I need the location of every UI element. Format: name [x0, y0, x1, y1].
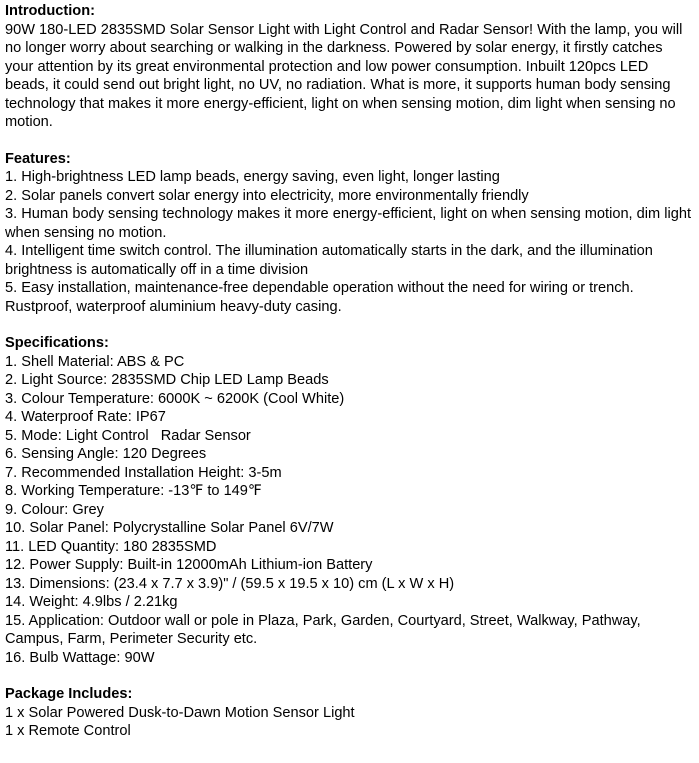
specifications-heading: Specifications:: [5, 335, 109, 351]
package-item: 1 x Remote Control: [5, 723, 131, 739]
spec-item: 4. Waterproof Rate: IP67: [5, 409, 166, 425]
spec-item: 5. Mode: Light Control Radar Sensor: [5, 427, 251, 444]
features-heading: Features:: [5, 150, 71, 167]
spec-item: 6. Sensing Angle: 120 Degrees: [5, 446, 207, 462]
package-item: 1 x Solar Powered Dusk-to-Dawn Motion Sensor Light: [5, 704, 355, 721]
spec-item: 3. Colour Temperature: 6000K ~ 6200K (Cool White): [5, 390, 345, 407]
spec-item: 15. Application: Outdoor wall or pole in Plaza, Park, Garden, Courtyard, Street, Walkway, Pathway, Campus, Farm, Perimeter Security etc.: [5, 612, 641, 647]
spec-item: 9. Colour: Grey: [5, 501, 104, 518]
introduction-text: 90W 180-LED 2835SMD Solar Sensor Light with Light Control and Radar Sensor! With the lamp, you will no longer worry about searching or walking in the darkness. Powered by solar energy, it firstly catches your attention by its great environmental protection and low power consumption. Inbuilt 120pcs LED beads, it could send out bright light, no UV, no radiation. What is more, it supports human body sensing technology that makes it more energy-efficient, light on when sensing motion, dim light when sensing no motion.: [5, 21, 683, 130]
spec-item: 11. LED Quantity: 180 2835SMD: [5, 538, 217, 555]
introduction-section: [5, 2, 695, 132]
spec-item: 7. Recommended Installation Height: 3-5m: [5, 464, 282, 481]
package-section: [5, 685, 695, 741]
specifications-section: [5, 334, 695, 667]
package-heading: Package Includes:: [5, 686, 133, 702]
feature-item: 5. Easy installation, maintenance-free dependable operation without the need for wiring or trench. Rustproof, waterproof aluminium heavy-duty casing.: [5, 280, 634, 315]
spec-item: 10. Solar Panel: Polycrystalline Solar Panel 6V/7W: [5, 520, 334, 536]
spec-item: 2. Light Source: 2835SMD Chip LED Lamp Beads: [5, 372, 329, 388]
feature-item: 2. Solar panels convert solar energy into electricity, more environmentally friendly: [5, 187, 529, 204]
spec-item: 13. Dimensions: (23.4 x 7.7 x 3.9)" / (59.5 x 19.5 x 10) cm (L x W x H): [5, 575, 455, 592]
features-section: [5, 150, 695, 317]
spec-item: 12. Power Supply: Built-in 12000mAh Lithium-ion Battery: [5, 557, 373, 573]
feature-item: 4. Intelligent time switch control. The illumination automatically starts in the dark, and the illumination brightness is automatically off in a time division: [5, 243, 653, 278]
spec-item: 1. Shell Material: ABS & PC: [5, 353, 185, 370]
introduction-heading: Introduction:: [5, 3, 95, 19]
feature-item: 1. High-brightness LED lamp beads, energy saving, even light, longer lasting: [5, 169, 500, 185]
feature-item: 3. Human body sensing technology makes it more energy-efficient, light on when sensing motion, dim light when sensing no motion.: [5, 206, 692, 241]
spec-item: 14. Weight: 4.9lbs / 2.21kg: [5, 594, 178, 610]
spec-item: 8. Working Temperature: -13℉ to 149℉: [5, 483, 262, 499]
spec-item: 16. Bulb Wattage: 90W: [5, 649, 155, 666]
